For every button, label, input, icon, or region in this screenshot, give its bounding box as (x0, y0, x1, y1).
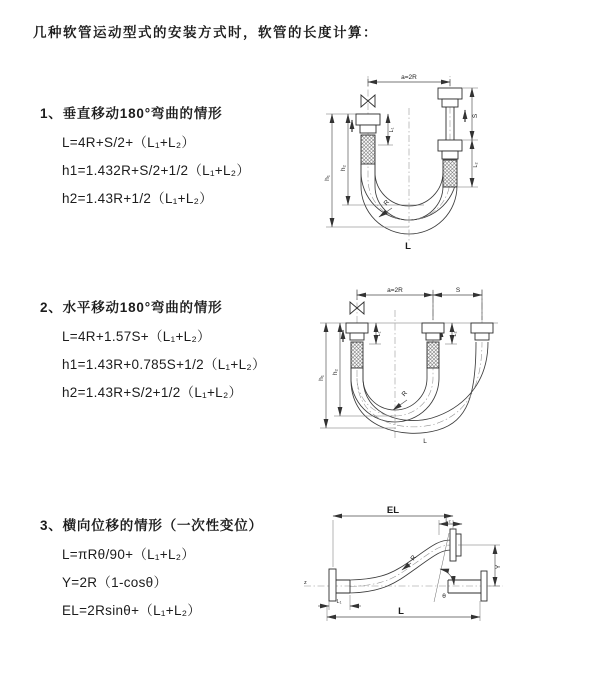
dim-label-h1: h₁ (324, 175, 331, 181)
dim-label-a2r: a=2R (387, 287, 403, 294)
formula-L: L=πRθ/90+（L₁+L₂） (62, 547, 196, 562)
angle-label: θ (442, 593, 446, 600)
hex-nut-upper (442, 99, 458, 107)
formula-EL: EL=2Rsinθ+（L₁+L₂） (62, 603, 202, 618)
braided-section (361, 135, 375, 164)
dim-label-l2: L₂ (473, 162, 479, 168)
section-3-formulas (62, 541, 263, 625)
formula-L: L=4R+S/2+（L₁+L₂） (62, 135, 196, 150)
hex-nut (475, 333, 489, 340)
dim-label-l1: L₁ (389, 127, 395, 133)
diagram-vertical-180-bend (312, 68, 590, 268)
hose-s-curve (350, 540, 451, 593)
formula-h2: h2=1.43R+S/2+1/2（L₁+L₂） (62, 385, 243, 400)
section-1-formulas (62, 129, 250, 213)
hex-nut (350, 333, 364, 340)
dim-label-h1: h₁ (318, 375, 325, 381)
section-3-heading: 3、横向位移的情形（一次性变位） (40, 518, 263, 533)
left-pipe-assembly (346, 302, 368, 368)
hex-nut (426, 333, 440, 340)
dim-label-l1: L₁ (376, 331, 382, 337)
centerline-mark: z (304, 580, 307, 586)
dim-label-h2: h₂ (340, 164, 347, 172)
formula-h1: h1=1.432R+S/2+1/2（L₁+L₂） (62, 163, 251, 178)
dim-label-el: EL (386, 505, 400, 516)
flange (471, 323, 493, 333)
flange (356, 114, 380, 125)
section-1-heading: 1、垂直移动180°弯曲的情形 (40, 106, 223, 121)
dim-label-l: L (398, 606, 404, 617)
dimension-lines (318, 516, 500, 621)
dim-label-l: L (405, 241, 411, 252)
formula-Y: Y=2R（1-cosθ） (62, 575, 168, 590)
formula-h2: h2=1.43R+1/2（L₁+L₂） (62, 191, 213, 206)
section-3 (40, 514, 263, 625)
radius-label: R (382, 198, 392, 208)
left-pipe-assembly (329, 569, 350, 601)
hex-nut (360, 125, 376, 133)
flange (422, 323, 444, 333)
dim-label-l1: L₁ (336, 599, 342, 605)
flange (346, 323, 368, 333)
page-title: 几种软管运动型式的安装方式时，软管的长度计算： (33, 25, 378, 40)
dim-label-s: S (472, 113, 479, 119)
dim-label-l: L (423, 438, 427, 445)
diagram-lateral-displacement (298, 503, 600, 648)
flange (450, 529, 456, 561)
formula-h1: h1=1.43R+0.785S+1/2（L₁+L₂） (62, 357, 266, 372)
radius-label: R (400, 389, 410, 399)
section-2-heading: 2、水平移动180°弯曲的情形 (40, 300, 223, 315)
braided-section (427, 342, 439, 368)
dim-label-s: S (455, 287, 461, 294)
flange-lower (438, 140, 462, 151)
section-2-formulas (62, 323, 266, 407)
section-2 (40, 296, 266, 407)
dim-label-h2: h₂ (332, 368, 339, 376)
radius-label: R (409, 554, 418, 563)
right-pipe-assembly (471, 323, 493, 340)
flange-upper (438, 88, 462, 99)
diagram-horizontal-180-bend (308, 280, 600, 465)
braided-section (443, 160, 457, 187)
middle-pipe-assembly (422, 323, 444, 368)
braided-section (351, 342, 363, 368)
hex-nut-lower (442, 151, 458, 159)
flange (481, 571, 487, 601)
formula-L: L=4R+1.57S+（L₁+L₂） (62, 329, 211, 344)
dim-label-l2: L₂ (445, 518, 451, 524)
dim-label-a2r: a=2R (401, 74, 417, 81)
flange (329, 569, 336, 601)
hose-u-bend (351, 289, 488, 438)
dim-label-l2: L₂ (452, 331, 458, 337)
dim-label-y: Y (495, 564, 502, 570)
section-1 (40, 102, 250, 213)
